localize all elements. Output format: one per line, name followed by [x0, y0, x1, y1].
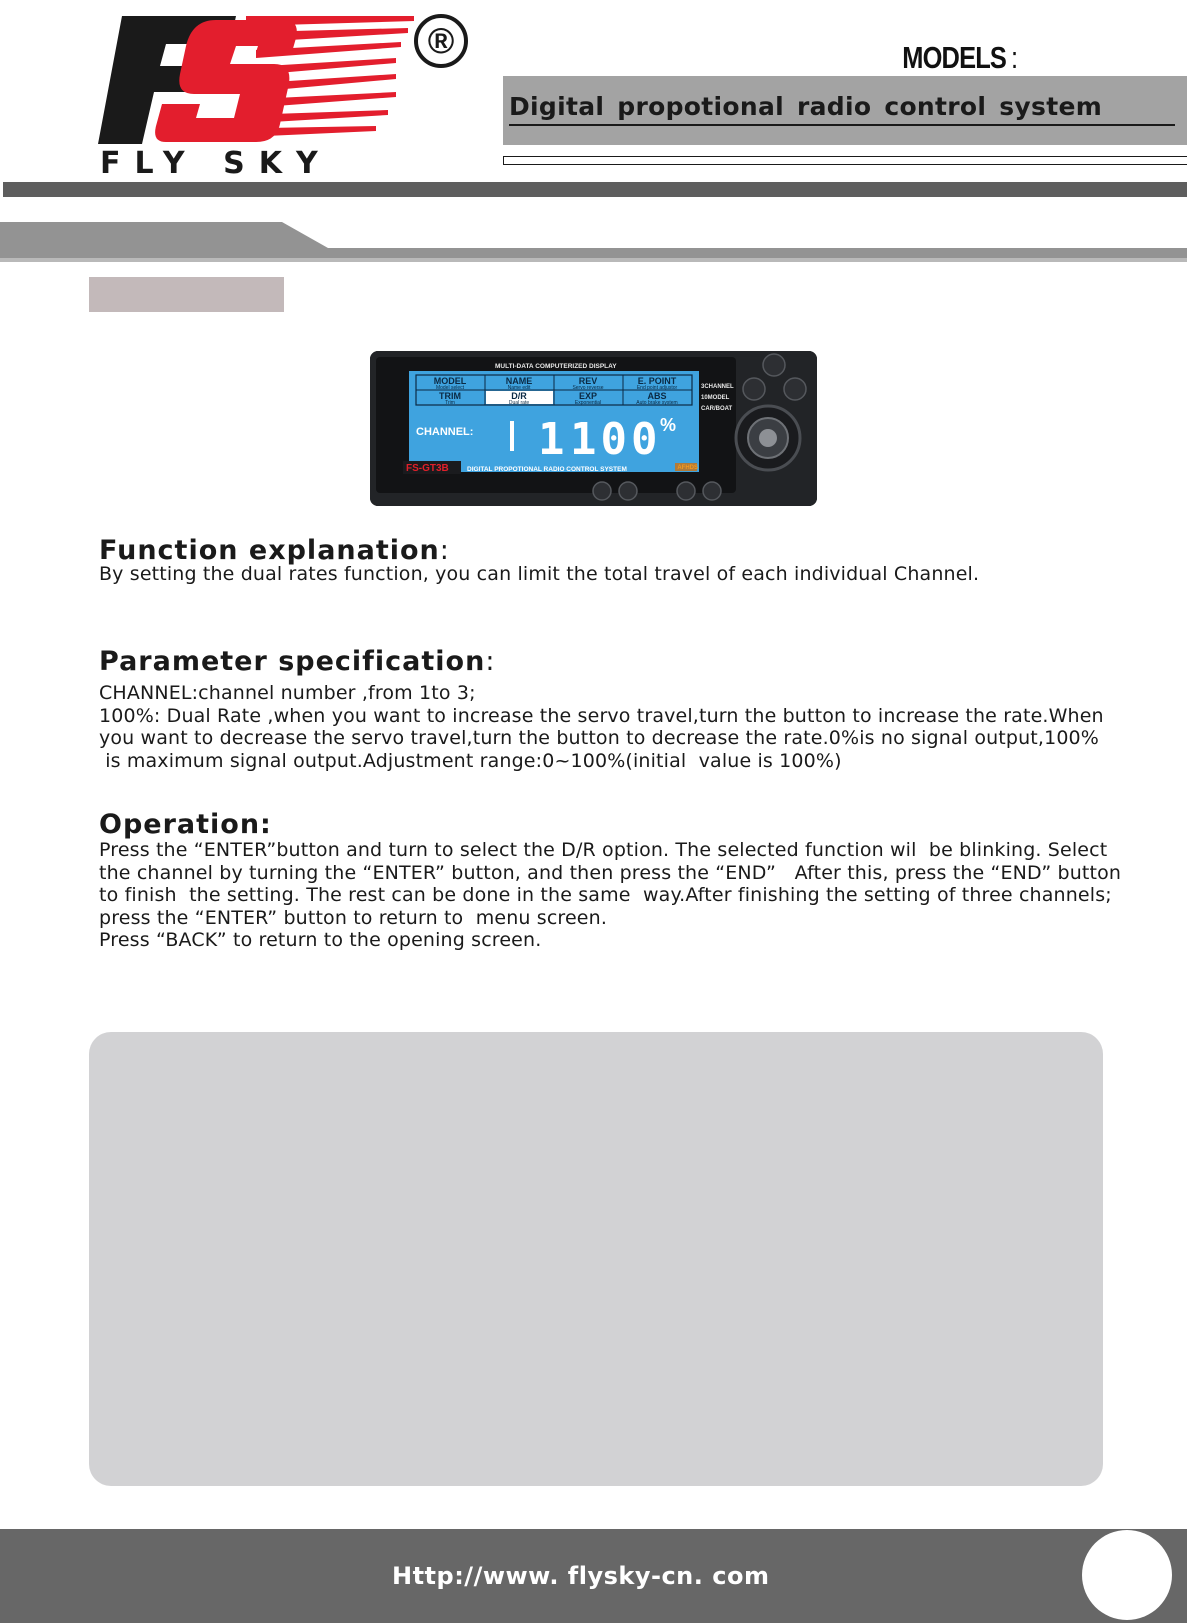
channel-number: 1 [538, 414, 565, 465]
side-label-channels: 3CHANNEL [701, 384, 734, 390]
model-badge: FS-GT3B [406, 463, 449, 474]
menu-name-sub: Name edit [507, 385, 531, 391]
operation-text: Press the “ENTER”button and turn to select the D/R option. The selected function wil be blinking. Select the channel by turning the “ENTER” button, and then press the “END” After this, press the “END” button to finish the setting. The rest can be done in the same way.After finishing the setting of three channels; press the “ENTER” button to return to menu screen. Press “BACK” to return to the opening screen. [99, 839, 1122, 951]
menu-exp-sub: Exponential [574, 400, 602, 406]
rate-unit: % [660, 415, 677, 435]
function-heading: Function explanation: [99, 535, 450, 566]
menu-model-sub: Model select [435, 385, 465, 391]
note-box [89, 1032, 1103, 1486]
menu-dr-sub: Dual rate [508, 400, 530, 406]
brand-name: FLY SKY [100, 146, 332, 181]
menu-trim: TRIM [439, 391, 461, 401]
afhds-label: AFHDS [677, 465, 698, 471]
menu-epoint-sub: End point adjustor [636, 385, 678, 391]
parameter-text: CHANNEL:channel number ,from 1to 3; 100%: Dual Rate ,when you want to increase the servo travel,turn the button to increase the rate.When you want to decrease the servo travel,turn the button to decrease the rate.0%is no signal output,100% is maximum signal output.Adjustment range:0~100%(initial value is 100%) [99, 682, 1104, 772]
title-bar [503, 76, 1187, 145]
rate-value: 100 [570, 414, 662, 465]
menu-model: MODEL [433, 376, 467, 386]
menu-abs-sub: Auto brake system [636, 400, 678, 406]
section-band [0, 222, 1187, 262]
document-title: Digital propotional radio control system [509, 92, 1103, 121]
footer [0, 1529, 1187, 1623]
menu-rev-sub: Servo reverse [572, 385, 604, 391]
menu-trim-sub: Trim [445, 400, 455, 406]
display-illustration [370, 351, 817, 506]
function-text: By setting the dual rates function, you can limit the total travel of each individual Channel. [99, 563, 980, 585]
flysky-logo [96, 8, 476, 181]
menu-rev: REV [578, 376, 598, 386]
section-tab [89, 277, 284, 312]
title-thin-rule [503, 156, 1187, 165]
channel-label: CHANNEL: [416, 426, 474, 438]
page-number-circle [1082, 1530, 1172, 1620]
display-bottom-caption: DIGITAL PROPOTIONAL RADIO CONTROL SYSTEM [467, 466, 627, 473]
display-top-caption: MULTI-DATA COMPUTERIZED DISPLAY [495, 363, 617, 370]
operation-heading: Operation: [99, 809, 272, 840]
header-rule [3, 182, 1187, 197]
transmitter-display [370, 351, 817, 506]
menu-name: NAME [505, 376, 533, 386]
side-label-carboat: CAR/BOAT [701, 406, 733, 412]
menu-epoint: E. POINT [637, 376, 677, 386]
menu-dr: D/R [511, 391, 527, 401]
menu-abs: ABS [647, 391, 667, 401]
title-underline [509, 124, 1175, 126]
registered-mark: ® [414, 14, 468, 68]
footer-url[interactable]: Http://www. flysky-cn. com [392, 1562, 770, 1590]
menu-exp: EXP [578, 391, 598, 401]
models-label: MODELS : [901, 40, 1017, 75]
side-label-models: 10MODEL [701, 395, 730, 401]
fs-logo-mark [96, 12, 416, 148]
parameter-heading: Parameter specification: [99, 646, 496, 677]
